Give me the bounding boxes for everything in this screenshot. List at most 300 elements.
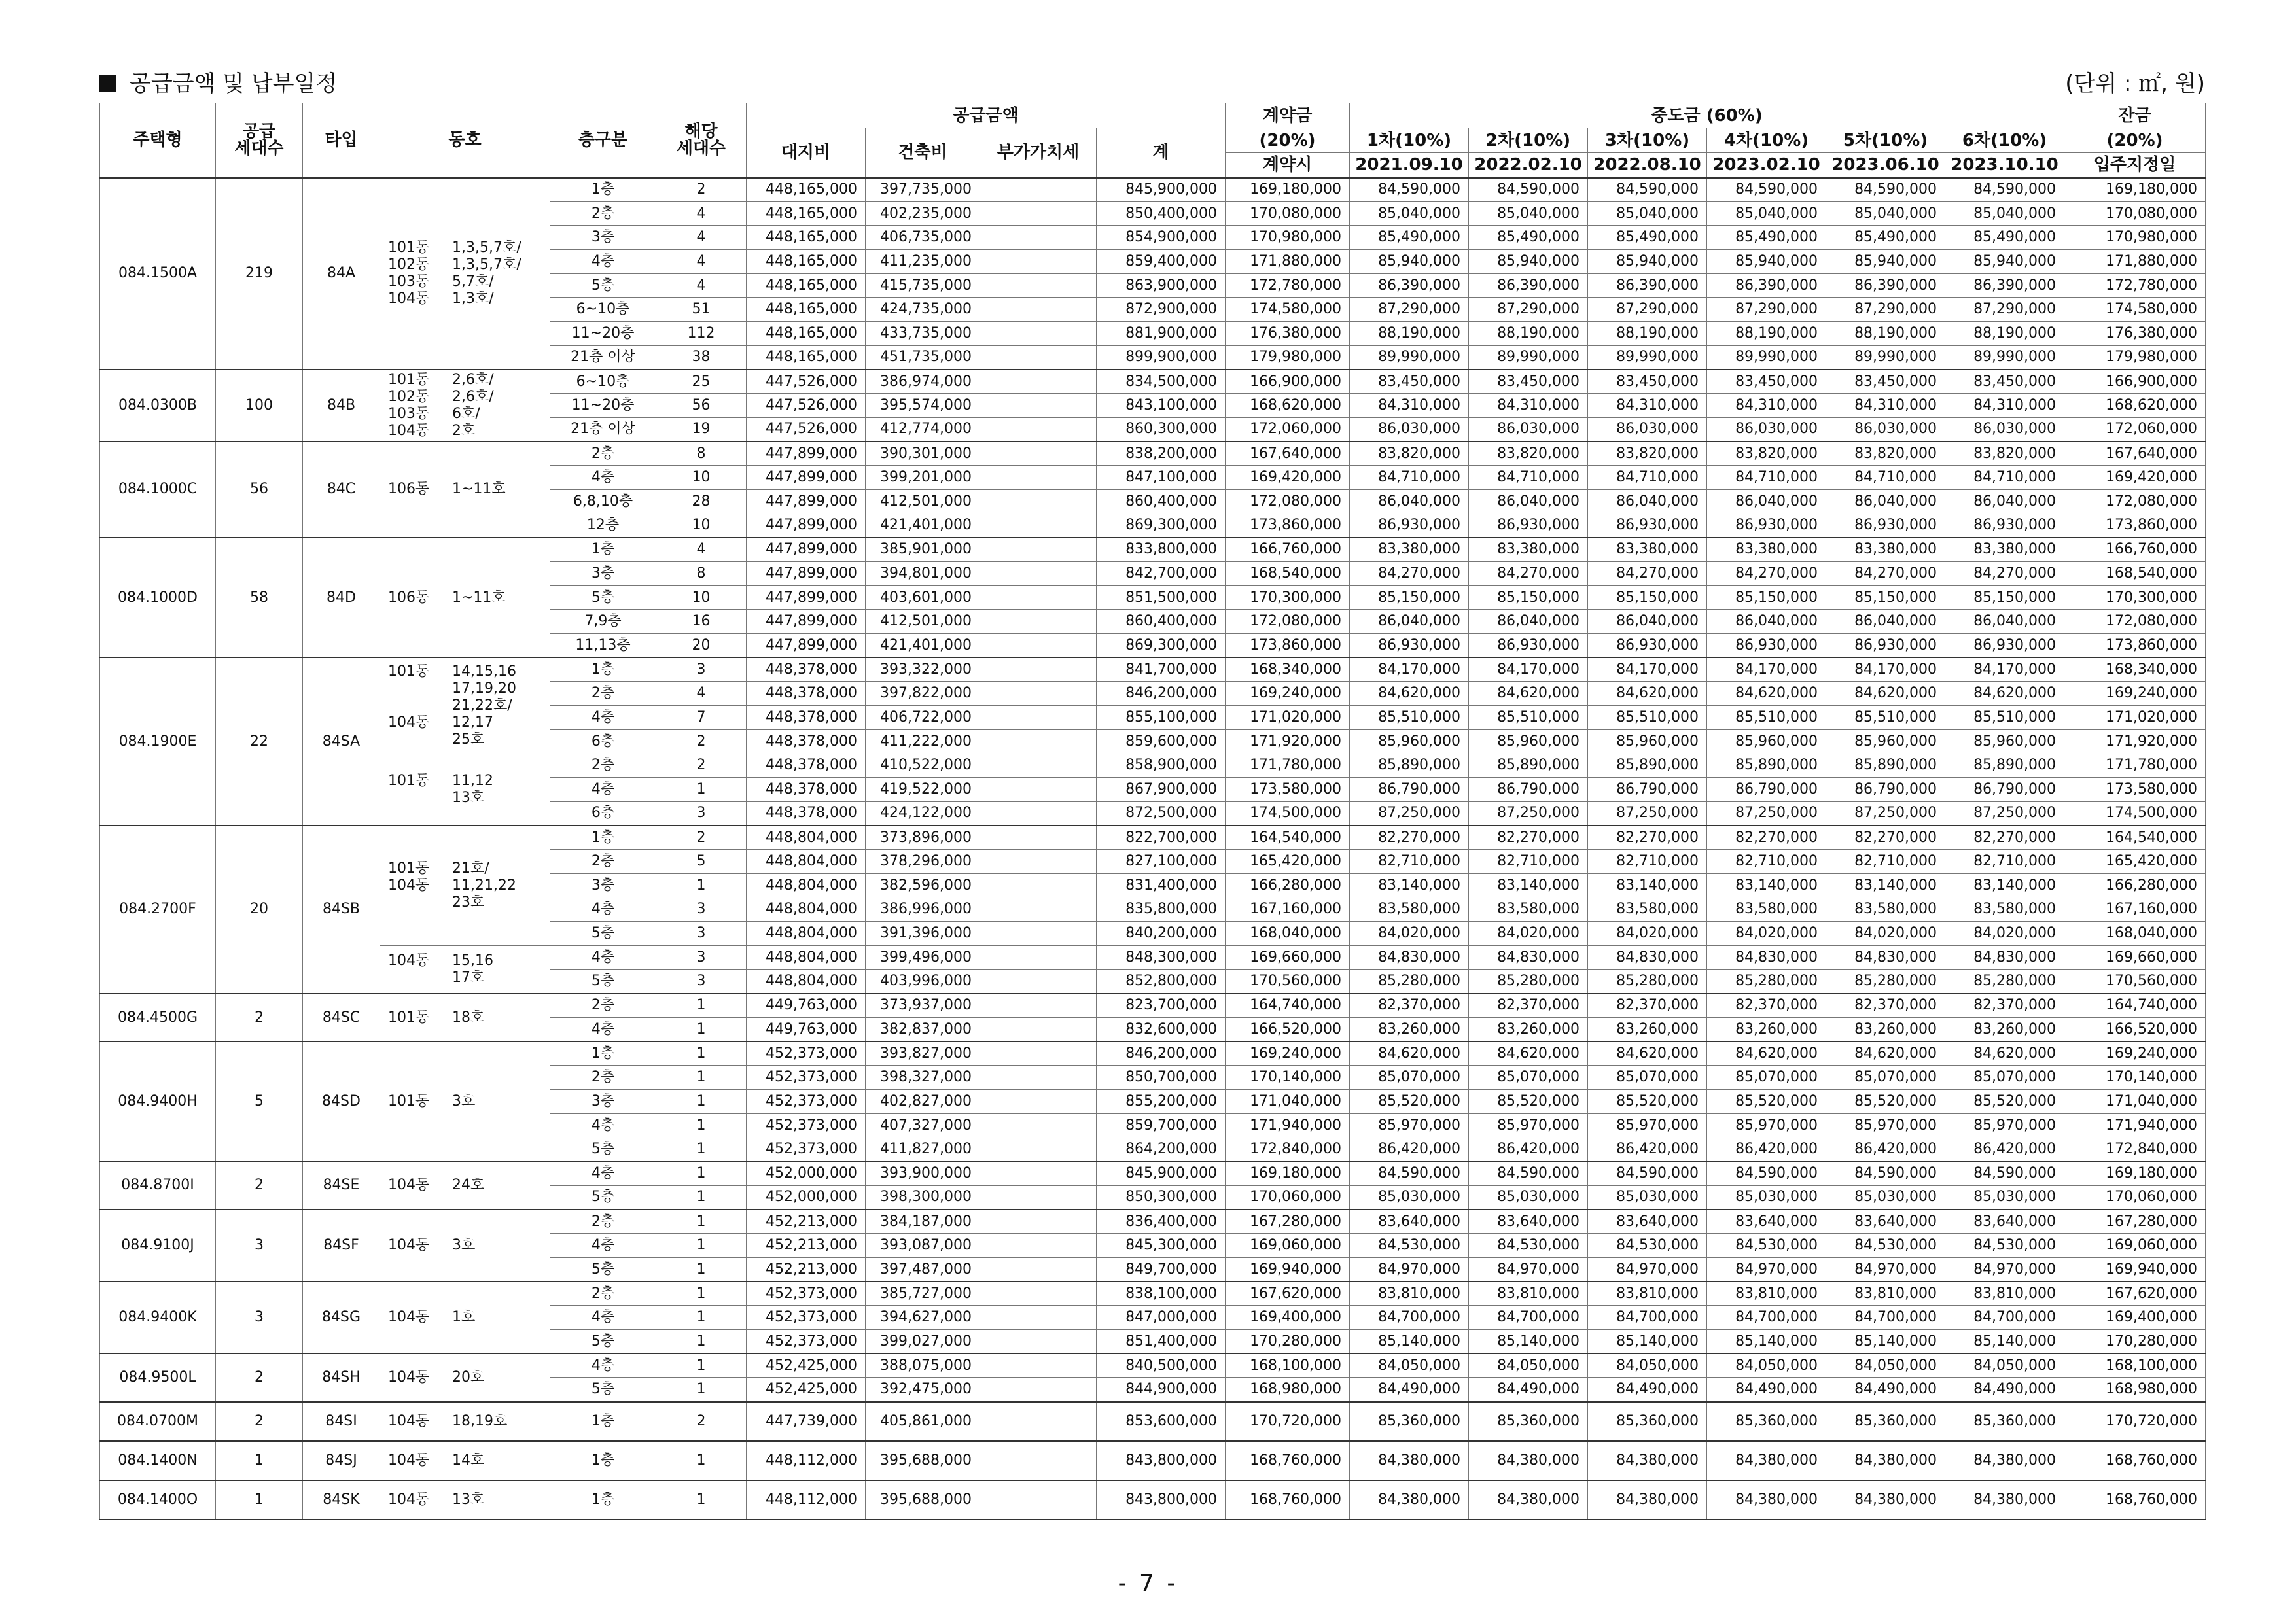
installment-5-cell: 83,260,000 [1826, 1018, 1945, 1042]
installment-6-cell: 86,040,000 [1945, 489, 2064, 514]
installment-2-cell: 83,820,000 [1469, 442, 1588, 466]
floor-cell: 5층 [550, 273, 656, 298]
installment-6-cell: 86,030,000 [1945, 417, 2064, 442]
vat-cell [980, 657, 1097, 682]
installment-5-cell: 84,020,000 [1826, 922, 1945, 946]
dong-ho-line [388, 860, 542, 877]
supply-units-cell: 2 [216, 994, 303, 1041]
dong-label: 104동 [388, 1309, 430, 1326]
total-cell: 863,900,000 [1097, 273, 1226, 298]
building-cost-cell: 373,937,000 [866, 994, 980, 1018]
contract-cell: 171,940,000 [1226, 1113, 1350, 1138]
installment-6-cell: 85,970,000 [1945, 1113, 2064, 1138]
balance-cell: 165,420,000 [2064, 850, 2206, 874]
dong-ho-line [388, 406, 542, 423]
dong-label: 102동 [388, 256, 430, 273]
installment-6-cell: 83,820,000 [1945, 442, 2064, 466]
vat-cell [980, 489, 1097, 514]
balance-cell: 164,740,000 [2064, 994, 2206, 1018]
contract-cell: 169,180,000 [1226, 178, 1350, 202]
ho-numbers: 25호 [452, 731, 485, 748]
installment-4-cell: 84,170,000 [1707, 657, 1826, 682]
floor-cell: 1층 [550, 1441, 656, 1480]
dong-label: 103동 [388, 273, 430, 290]
supply-units-cell: 1 [216, 1441, 303, 1480]
land-cost-cell: 447,899,000 [747, 514, 866, 538]
building-cost-cell: 392,475,000 [866, 1378, 980, 1402]
vat-cell [980, 969, 1097, 994]
header-installment-1: 1차(10%) [1350, 128, 1469, 153]
ho-numbers: 14호 [452, 1452, 485, 1469]
installment-5-cell: 85,520,000 [1826, 1090, 1945, 1114]
installment-1-cell: 85,520,000 [1350, 1090, 1469, 1114]
floor-cell: 5층 [550, 1185, 656, 1210]
dong-ho-line [388, 731, 542, 748]
floor-cell: 12층 [550, 514, 656, 538]
ho-numbers: 13호 [452, 1491, 485, 1508]
installment-2-cell: 84,380,000 [1469, 1480, 1588, 1520]
total-cell: 850,700,000 [1097, 1066, 1226, 1090]
installment-5-cell: 84,380,000 [1826, 1480, 1945, 1520]
vat-cell [980, 729, 1097, 754]
installment-2-cell: 84,970,000 [1469, 1257, 1588, 1282]
type-cell: 84SF [303, 1210, 380, 1282]
dong-ho-cell [380, 994, 550, 1041]
housing-type-cell: 084.1000C [100, 442, 216, 538]
floor-cell: 21층 이상 [550, 417, 656, 442]
vat-cell [980, 514, 1097, 538]
total-cell: 848,300,000 [1097, 946, 1226, 970]
land-cost-cell: 447,526,000 [747, 394, 866, 418]
vat-cell [980, 1138, 1097, 1162]
installment-5-cell: 85,890,000 [1826, 754, 1945, 778]
contract-cell: 168,760,000 [1226, 1441, 1350, 1480]
header-installment-5: 5차(10%) [1826, 128, 1945, 153]
installment-4-cell: 84,830,000 [1707, 946, 1826, 970]
land-cost-cell: 448,165,000 [747, 322, 866, 346]
floor-cell: 5층 [550, 585, 656, 610]
installment-4-cell: 83,450,000 [1707, 370, 1826, 394]
ho-numbers: 5,7호/ [452, 273, 494, 290]
dong-ho-line [388, 680, 542, 697]
total-cell: 859,700,000 [1097, 1113, 1226, 1138]
total-cell: 847,000,000 [1097, 1306, 1226, 1330]
building-cost-cell: 378,296,000 [866, 850, 980, 874]
installment-4-cell: 85,890,000 [1707, 754, 1826, 778]
installment-3-cell: 86,040,000 [1588, 610, 1707, 634]
land-cost-cell: 452,425,000 [747, 1353, 866, 1378]
ho-numbers: 11,12 [452, 772, 493, 789]
table-body [100, 178, 2206, 1520]
installment-1-cell: 87,250,000 [1350, 801, 1469, 826]
installment-5-cell: 82,270,000 [1826, 826, 1945, 850]
floor-cell: 2층 [550, 1282, 656, 1306]
supply-units-cell: 2 [216, 1162, 303, 1210]
installment-1-cell: 86,040,000 [1350, 610, 1469, 634]
vat-cell [980, 1066, 1097, 1090]
units-cell: 3 [656, 946, 747, 970]
installment-5-cell: 85,140,000 [1826, 1330, 1945, 1354]
installment-1-cell: 83,820,000 [1350, 442, 1469, 466]
total-cell: 845,900,000 [1097, 178, 1226, 202]
installment-5-cell: 83,640,000 [1826, 1210, 1945, 1234]
installment-1-cell: 84,490,000 [1350, 1378, 1469, 1402]
installment-5-cell: 84,970,000 [1826, 1257, 1945, 1282]
installment-1-cell: 85,360,000 [1350, 1402, 1469, 1441]
installment-2-cell: 83,640,000 [1469, 1210, 1588, 1234]
land-cost-cell: 448,378,000 [747, 778, 866, 802]
installment-6-cell: 86,930,000 [1945, 514, 2064, 538]
land-cost-cell: 448,165,000 [747, 226, 866, 250]
balance-cell: 170,560,000 [2064, 969, 2206, 994]
installment-5-cell: 86,390,000 [1826, 273, 1945, 298]
units-cell: 1 [656, 1330, 747, 1354]
supply-units-cell: 1 [216, 1480, 303, 1520]
dong-ho-line [388, 1177, 542, 1194]
vat-cell [980, 585, 1097, 610]
installment-6-cell: 84,380,000 [1945, 1480, 2064, 1520]
units-cell: 10 [656, 466, 747, 490]
installment-4-cell: 84,530,000 [1707, 1234, 1826, 1258]
units-cell: 1 [656, 1041, 747, 1066]
installment-4-cell: 84,590,000 [1707, 178, 1826, 202]
installment-1-cell: 85,510,000 [1350, 706, 1469, 730]
building-cost-cell: 395,688,000 [866, 1441, 980, 1480]
ho-numbers: 21호/ [452, 860, 489, 877]
total-cell: 836,400,000 [1097, 1210, 1226, 1234]
installment-5-cell: 86,930,000 [1826, 634, 1945, 658]
installment-1-cell: 84,270,000 [1350, 562, 1469, 586]
installment-5-cell: 87,290,000 [1826, 298, 1945, 322]
vat-cell [980, 1162, 1097, 1186]
housing-type-cell: 084.0300B [100, 370, 216, 442]
page-header [99, 64, 2205, 103]
installment-2-cell: 85,280,000 [1469, 969, 1588, 994]
land-cost-cell: 448,804,000 [747, 922, 866, 946]
land-cost-cell: 452,373,000 [747, 1041, 866, 1066]
housing-type-cell: 084.9400K [100, 1282, 216, 1353]
installment-4-cell: 86,930,000 [1707, 514, 1826, 538]
total-cell: 845,300,000 [1097, 1234, 1226, 1258]
installment-5-cell: 83,380,000 [1826, 538, 1945, 562]
installment-2-cell: 83,380,000 [1469, 538, 1588, 562]
building-cost-cell: 399,027,000 [866, 1330, 980, 1354]
vat-cell [980, 922, 1097, 946]
balance-cell: 168,620,000 [2064, 394, 2206, 418]
contract-cell: 170,060,000 [1226, 1185, 1350, 1210]
units-cell: 1 [656, 1441, 747, 1480]
ho-numbers: 24호 [452, 1177, 485, 1194]
installment-1-cell: 89,990,000 [1350, 345, 1469, 370]
installment-5-cell: 86,790,000 [1826, 778, 1945, 802]
installment-2-cell: 84,270,000 [1469, 562, 1588, 586]
type-cell: 84C [303, 442, 380, 538]
installment-3-cell: 83,140,000 [1588, 873, 1707, 898]
installment-6-cell: 83,140,000 [1945, 873, 2064, 898]
building-cost-cell: 451,735,000 [866, 345, 980, 370]
installment-5-cell: 84,310,000 [1826, 394, 1945, 418]
installment-5-cell: 85,960,000 [1826, 729, 1945, 754]
contract-cell: 170,140,000 [1226, 1066, 1350, 1090]
total-cell: 860,400,000 [1097, 489, 1226, 514]
land-cost-cell: 448,165,000 [747, 345, 866, 370]
installment-5-cell: 84,710,000 [1826, 466, 1945, 490]
header-units: 해당 세대수 [656, 103, 747, 178]
page-number: - 7 - [1118, 1570, 1178, 1597]
dong-label: 104동 [388, 1237, 430, 1254]
installment-6-cell: 84,970,000 [1945, 1257, 2064, 1282]
contract-cell: 172,080,000 [1226, 489, 1350, 514]
dong-label: 101동 [388, 239, 430, 256]
table-row [100, 1353, 2206, 1378]
total-cell: 850,300,000 [1097, 1185, 1226, 1210]
land-cost-cell: 447,899,000 [747, 585, 866, 610]
installment-4-cell: 86,930,000 [1707, 634, 1826, 658]
type-cell: 84B [303, 370, 380, 442]
installment-6-cell: 82,710,000 [1945, 850, 2064, 874]
building-cost-cell: 397,487,000 [866, 1257, 980, 1282]
installment-5-cell: 84,830,000 [1826, 946, 1945, 970]
installment-4-cell: 86,790,000 [1707, 778, 1826, 802]
header-vat: 부가가치세 [980, 128, 1097, 178]
installment-2-cell: 84,170,000 [1469, 657, 1588, 682]
land-cost-cell: 452,373,000 [747, 1306, 866, 1330]
ho-numbers: 18,19호 [452, 1412, 508, 1429]
balance-cell: 170,720,000 [2064, 1402, 2206, 1441]
installment-3-cell: 83,450,000 [1588, 370, 1707, 394]
dong-label: 104동 [388, 952, 430, 969]
installment-1-cell: 85,070,000 [1350, 1066, 1469, 1090]
installment-4-cell: 82,270,000 [1707, 826, 1826, 850]
units-cell: 25 [656, 370, 747, 394]
type-cell: 84SJ [303, 1441, 380, 1480]
dong-ho-cell [380, 1402, 550, 1441]
dong-ho-cell [380, 657, 550, 754]
land-cost-cell: 452,373,000 [747, 1282, 866, 1306]
balance-cell: 173,860,000 [2064, 514, 2206, 538]
square-bullet-icon [99, 75, 116, 92]
contract-cell: 166,280,000 [1226, 873, 1350, 898]
installment-3-cell: 86,420,000 [1588, 1138, 1707, 1162]
total-cell: 834,500,000 [1097, 370, 1226, 394]
installment-2-cell: 84,310,000 [1469, 394, 1588, 418]
units-cell: 1 [656, 1353, 747, 1378]
total-cell: 843,800,000 [1097, 1441, 1226, 1480]
land-cost-cell: 447,526,000 [747, 417, 866, 442]
balance-cell: 168,980,000 [2064, 1378, 2206, 1402]
vat-cell [980, 178, 1097, 202]
total-cell: 881,900,000 [1097, 322, 1226, 346]
dong-ho-line [388, 969, 542, 986]
ho-numbers: 3호 [452, 1237, 476, 1254]
total-cell: 835,800,000 [1097, 898, 1226, 922]
balance-cell: 171,780,000 [2064, 754, 2206, 778]
ho-numbers: 11,21,22 [452, 877, 516, 894]
header-installment-date-1: 2021.09.10 [1350, 153, 1469, 178]
dong-label [388, 969, 452, 986]
installment-2-cell: 86,390,000 [1469, 273, 1588, 298]
units-cell: 2 [656, 754, 747, 778]
installment-6-cell: 83,380,000 [1945, 538, 2064, 562]
header-installment-4: 4차(10%) [1707, 128, 1826, 153]
ho-numbers: 18호 [452, 1009, 485, 1026]
floor-cell: 11~20층 [550, 394, 656, 418]
installment-6-cell: 85,150,000 [1945, 585, 2064, 610]
table-row [100, 178, 2206, 202]
dong-ho-line [388, 663, 542, 680]
floor-cell: 1층 [550, 538, 656, 562]
table-header [100, 103, 2206, 178]
land-cost-cell: 448,378,000 [747, 729, 866, 754]
dong-label [388, 790, 452, 807]
building-cost-cell: 386,974,000 [866, 370, 980, 394]
units-cell: 1 [656, 1138, 747, 1162]
floor-cell: 5층 [550, 922, 656, 946]
installment-1-cell: 83,260,000 [1350, 1018, 1469, 1042]
contract-cell: 166,520,000 [1226, 1018, 1350, 1042]
installment-6-cell: 84,490,000 [1945, 1378, 2064, 1402]
installment-2-cell: 86,930,000 [1469, 634, 1588, 658]
installment-2-cell: 85,040,000 [1469, 201, 1588, 226]
vat-cell [980, 1041, 1097, 1066]
installment-3-cell: 84,380,000 [1588, 1441, 1707, 1480]
vat-cell [980, 298, 1097, 322]
contract-cell: 170,560,000 [1226, 969, 1350, 994]
supply-units-cell: 56 [216, 442, 303, 538]
dong-label: 101동 [388, 1092, 430, 1109]
contract-cell: 169,240,000 [1226, 1041, 1350, 1066]
installment-4-cell: 86,040,000 [1707, 610, 1826, 634]
supply-units-cell: 2 [216, 1402, 303, 1441]
balance-cell: 172,840,000 [2064, 1138, 2206, 1162]
vat-cell [980, 345, 1097, 370]
contract-cell: 171,880,000 [1226, 250, 1350, 274]
land-cost-cell: 448,378,000 [747, 657, 866, 682]
installment-1-cell: 85,890,000 [1350, 754, 1469, 778]
installment-3-cell: 84,050,000 [1588, 1353, 1707, 1378]
units-cell: 19 [656, 417, 747, 442]
land-cost-cell: 449,763,000 [747, 1018, 866, 1042]
installment-3-cell: 86,930,000 [1588, 514, 1707, 538]
balance-cell: 167,640,000 [2064, 442, 2206, 466]
vat-cell [980, 1330, 1097, 1354]
installment-3-cell: 85,280,000 [1588, 969, 1707, 994]
land-cost-cell: 452,373,000 [747, 1113, 866, 1138]
installment-4-cell: 84,270,000 [1707, 562, 1826, 586]
total-cell: 852,800,000 [1097, 969, 1226, 994]
housing-type-cell: 084.1500A [100, 178, 216, 370]
dong-ho-cell [380, 1353, 550, 1401]
installment-5-cell: 83,810,000 [1826, 1282, 1945, 1306]
dong-ho-line [388, 1413, 542, 1430]
installment-3-cell: 82,370,000 [1588, 994, 1707, 1018]
installment-6-cell: 86,790,000 [1945, 778, 2064, 802]
contract-cell: 170,080,000 [1226, 201, 1350, 226]
total-cell: 838,200,000 [1097, 442, 1226, 466]
dong-ho-line [388, 372, 542, 389]
units-cell: 4 [656, 538, 747, 562]
vat-cell [980, 442, 1097, 466]
vat-cell [980, 682, 1097, 706]
installment-4-cell: 85,940,000 [1707, 250, 1826, 274]
installment-6-cell: 89,990,000 [1945, 345, 2064, 370]
vat-cell [980, 850, 1097, 874]
installment-6-cell: 84,830,000 [1945, 946, 2064, 970]
vat-cell [980, 1234, 1097, 1258]
dong-ho-cell [380, 826, 550, 945]
units-cell: 1 [656, 1306, 747, 1330]
total-cell: 840,200,000 [1097, 922, 1226, 946]
housing-type-cell: 084.2700F [100, 826, 216, 994]
building-cost-cell: 407,327,000 [866, 1113, 980, 1138]
building-cost-cell: 382,596,000 [866, 873, 980, 898]
balance-cell: 170,080,000 [2064, 201, 2206, 226]
balance-cell: 166,520,000 [2064, 1018, 2206, 1042]
vat-cell [980, 322, 1097, 346]
dong-ho-cell [380, 754, 550, 826]
housing-type-cell: 084.1400O [100, 1480, 216, 1520]
header-installment-date-2: 2022.02.10 [1469, 153, 1588, 178]
installment-6-cell: 83,260,000 [1945, 1018, 2064, 1042]
dong-ho-cell [380, 178, 550, 370]
installment-2-cell: 85,520,000 [1469, 1090, 1588, 1114]
vat-cell [980, 1353, 1097, 1378]
dong-ho-line [388, 481, 542, 498]
installment-3-cell: 85,040,000 [1588, 201, 1707, 226]
contract-cell: 168,620,000 [1226, 394, 1350, 418]
installment-2-cell: 85,070,000 [1469, 1066, 1588, 1090]
dong-ho-cell [380, 1210, 550, 1282]
housing-type-cell: 084.1000D [100, 538, 216, 657]
installment-1-cell: 84,710,000 [1350, 466, 1469, 490]
header-contract-when: 계약시 [1226, 153, 1350, 178]
ho-numbers: 12,17 [452, 714, 493, 731]
total-cell: 864,200,000 [1097, 1138, 1226, 1162]
total-cell: 851,500,000 [1097, 585, 1226, 610]
installment-6-cell: 86,390,000 [1945, 273, 2064, 298]
installment-2-cell: 86,790,000 [1469, 778, 1588, 802]
installment-3-cell: 85,030,000 [1588, 1185, 1707, 1210]
installment-2-cell: 84,020,000 [1469, 922, 1588, 946]
units-cell: 1 [656, 1234, 747, 1258]
units-cell: 1 [656, 1162, 747, 1186]
floor-cell: 11~20층 [550, 322, 656, 346]
ho-numbers: 21,22호/ [452, 697, 512, 714]
installment-1-cell: 84,620,000 [1350, 682, 1469, 706]
floor-cell: 3층 [550, 873, 656, 898]
installment-6-cell: 82,270,000 [1945, 826, 2064, 850]
building-cost-cell: 393,827,000 [866, 1041, 980, 1066]
floor-cell: 2층 [550, 682, 656, 706]
installment-2-cell: 84,490,000 [1469, 1378, 1588, 1402]
contract-cell: 169,420,000 [1226, 466, 1350, 490]
building-cost-cell: 403,996,000 [866, 969, 980, 994]
contract-cell: 169,060,000 [1226, 1234, 1350, 1258]
installment-5-cell: 84,620,000 [1826, 682, 1945, 706]
supply-units-cell: 58 [216, 538, 303, 657]
land-cost-cell: 448,804,000 [747, 850, 866, 874]
installment-4-cell: 87,250,000 [1707, 801, 1826, 826]
installment-3-cell: 86,030,000 [1588, 417, 1707, 442]
contract-cell: 169,660,000 [1226, 946, 1350, 970]
dong-ho-cell [380, 1162, 550, 1210]
installment-1-cell: 82,370,000 [1350, 994, 1469, 1018]
units-cell: 8 [656, 562, 747, 586]
balance-cell: 169,940,000 [2064, 1257, 2206, 1282]
installment-3-cell: 85,520,000 [1588, 1090, 1707, 1114]
installment-6-cell: 85,360,000 [1945, 1402, 2064, 1441]
installment-5-cell: 84,590,000 [1826, 1162, 1945, 1186]
